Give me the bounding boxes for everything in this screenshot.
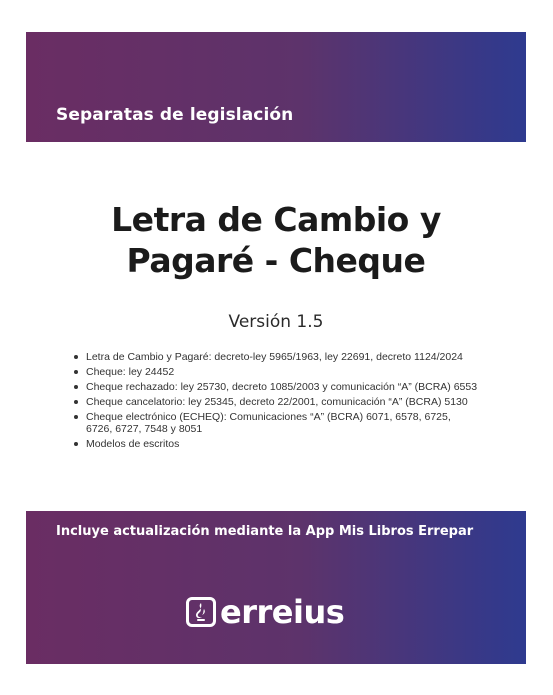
footer-band [26, 511, 526, 664]
list-item: Cheque rechazado: ley 25730, decreto 1085/2003 y comunicación “A” (BCRA) 6553 [74, 381, 479, 393]
flame-icon [193, 602, 209, 622]
title-line-2: Pagaré - Cheque [126, 241, 426, 280]
header-band [26, 32, 526, 142]
series-title: Separatas de legislación [56, 105, 294, 125]
book-cover [26, 32, 526, 664]
erreius-mark-icon [186, 597, 216, 627]
erreius-logo [186, 593, 344, 631]
list-item: Cheque cancelatorio: ley 25345, decreto 22/2001, comunicación “A” (BCRA) 5130 [74, 396, 479, 408]
list-item: Cheque: ley 24452 [74, 366, 479, 378]
list-item: Cheque electrónico (ECHEQ): Comunicaciones “A” (BCRA) 6071, 6578, 6725, 6726, 6727, 7548 y 8051 [74, 411, 479, 435]
contents-list [74, 351, 479, 453]
title-line-1: Letra de Cambio y [111, 200, 441, 239]
update-note: Incluye actualización mediante la App Mis Libros Errepar [56, 524, 474, 539]
list-item: Modelos de escritos [74, 438, 479, 450]
list-item: Letra de Cambio y Pagaré: decreto-ley 5965/1963, ley 22691, decreto 1124/2024 [74, 351, 479, 363]
book-title [26, 199, 526, 281]
version-label: Versión 1.5 [228, 312, 324, 332]
logo-wordmark: erreius [220, 593, 345, 631]
